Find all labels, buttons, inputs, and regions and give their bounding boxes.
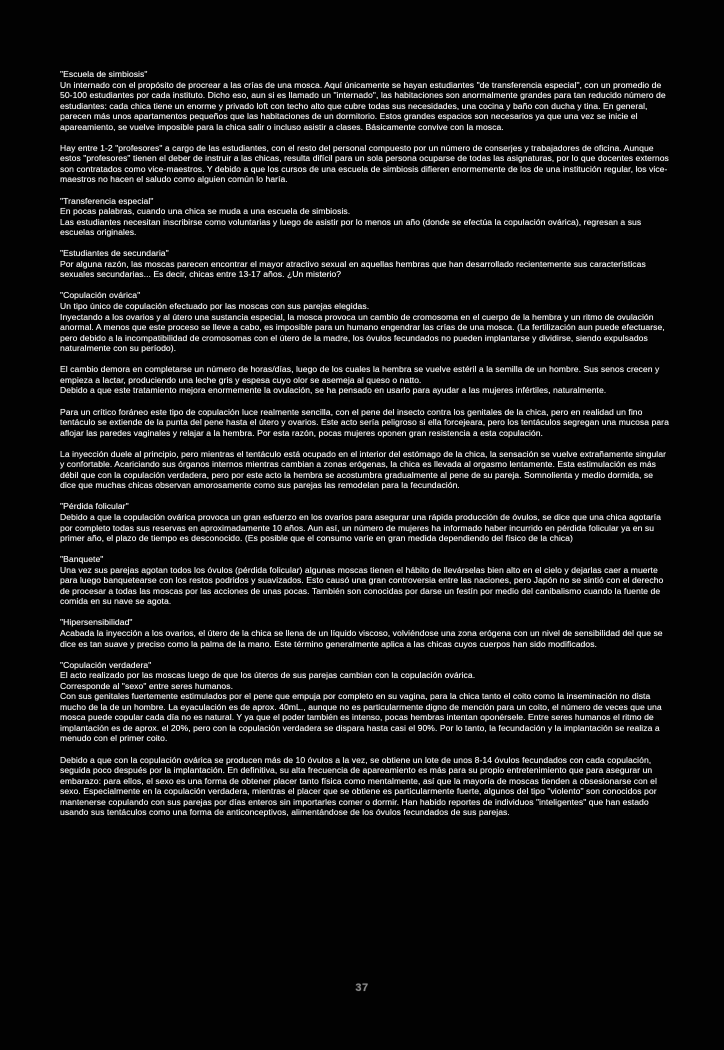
section-paragraph: El cambio demora en completarse un número de horas/días, luego de los cuales la hembra se vuelve estéril a la semilla de un hombre. Sus senos crecen y empieza a lactar, produciendo una leche gris y espesa cuyo olor se asemeja al queso o natto. bbox=[60, 364, 660, 385]
section-header: "Transferencia especial" bbox=[60, 195, 154, 206]
section-paragraph: Hay entre 1-2 "profesores" a cargo de las estudiantes, con el resto del personal compuesto por un número de conserjes y trabajadores de oficina. Aunque estos "profesores" tienen el deber de instruir a las chicas, resulta difícil para un sola persona ocuparse de todas las asignaturas, por lo que docentes externos son contratados como vice-maestros. Y debido a que los cursos de una escuela de simbiosis difieren enormemente de los de una institución regular, los vice-maestros no hacen el saludo como alguien común lo haría. bbox=[60, 142, 669, 185]
section-paragraph: Debido a que con la copulación ovárica se producen más de 10 óvulos a la vez, se obtiene un lote de unos 8-14 óvulos fecundados con cada copulación, seguida poco después por la implantación. En definitiva, su alta frecuencia de apareamiento es más para su propio entretenimiento que para asegurar un embarazo: para ellos, el sexo es una forma de obtener placer tanto física como mentalmente, así que la mayoría de moscas tienden a obsesionarse con el sexo. Especialmente en la copulación verdadera, mientras el placer que se obtiene es particularmente fuerte, algunos del tipo "violento" son conocidos por mantenerse copulando con sus parejas por días enteros sin importarles comer o dormir. Han habido reportes de individuos "inteligentes" que han estado usando sus tentáculos como una forma de anticonceptivos, alimentándose de los óvulos fecundados de sus parejas. bbox=[60, 754, 657, 818]
glossary-section bbox=[60, 69, 669, 132]
section-paragraph: Un internado con el propósito de procrear a las crías de una mosca. Aquí únicamente se hayan estudiantes "de transferencia especial", con un promedio de 50-100 estudiantes por cada instituto. Dicho eso, aun si es llamado un "internado", las habitaciones son anormalmente grandes para tan reducido número de estudiantes: cada chica tiene un enorme y privado loft con techo alto que cubre todas sus necesidades, una cocina y baño con ducha y tina. En general, parecen más unos apartamentos pequeños que las habitaciones de un dormitorio. Estos grandes espacios son necesarios ya que una vez se inicie el apareamiento, se vuelve imposible para la chica salir o incluso asistir a clases. Básicamente convive con la mosca. bbox=[60, 79, 666, 132]
section-paragraph: Debido a que este tratamiento mejora enormemente la ovulación, se ha pensado en usarlo para ayudar a las mujeres infértiles, naturalmente. bbox=[60, 385, 607, 396]
section-paragraph: Inyectando a los ovarios y al útero una sustancia especial, la mosca provoca un cambio de cromosoma en el cuerpo de la hembra y un ritmo de ovulación anormal. A menos que este proceso se lleve a cabo, es imposible para un humano engendrar las crías de una mosca. (La fertilización aun puede efectuarse, pero debido a la incompatibilidad de cromosomas con el útero de la madre, los óvulos fecundados no pueden implantarse y dividirse, siendo expulsados naturalmente con su período). bbox=[60, 311, 665, 354]
glossary-section bbox=[60, 407, 669, 439]
section-header: "Pérdida folicular" bbox=[60, 501, 129, 512]
section-paragraph: En pocas palabras, cuando una chica se muda a una escuela de simbiosis. bbox=[60, 206, 351, 217]
page-number: 37 bbox=[355, 982, 369, 994]
section-paragraph: Para un crítico foráneo este tipo de copulación luce realmente sencilla, con el pene del insecto contra los genitales de la chica, pero en realidad un fino tentáculo se extiende de la punta del pene hasta el útero y ovarios. Este acto sería peligroso si ella forcejeara, pero los tentáculos segregan una mucosa para aflojar las paredes vaginales y relajar a la hembra. Por esta razón, pocas mujeres oponen gran resistencia a esta copulación. bbox=[60, 406, 669, 438]
section-header: "Estudiantes de secundaria" bbox=[60, 248, 169, 259]
section-paragraph: Corresponde al "sexo" entre seres humanos. bbox=[60, 680, 234, 691]
section-paragraph: Un tipo único de copulación efectuado por las moscas con sus parejas elegidas. bbox=[60, 301, 370, 312]
section-header: "Escuela de simbiosis" bbox=[60, 69, 148, 79]
section-paragraph: Las estudiantes necesitan inscribirse como voluntarias y luego de asistir por lo menos un año (donde se efectúa la copulación ovárica), regresan a sus escuelas originales. bbox=[60, 216, 642, 238]
glossary-section bbox=[60, 617, 669, 649]
section-header: "Banquete" bbox=[60, 554, 104, 565]
section-paragraph: Debido a que la copulación ovárica provoca un gran esfuerzo en los ovarios para asegurar una rápida producción de óvulos, se dice que una chica agotaría por completo todas sus reservas en aproximadamente 10 años. Aun así, un número de mujeres ha informado haber incurrido en pérdida folicular ya en su primer año, el plazo de tiempo es desconocido. (Es posible que el consumo varíe en gran medida dependiendo del físico de la chica) bbox=[60, 511, 661, 544]
glossary-section bbox=[60, 755, 669, 818]
glossary-section bbox=[60, 248, 669, 280]
glossary-section bbox=[60, 290, 669, 353]
glossary-section bbox=[60, 501, 669, 543]
glossary-text-block bbox=[60, 69, 669, 828]
section-paragraph: Con sus genitales fuertemente estimulados por el pene que empuja por completo en su vagina, para la chica tanto el coito como la inseminación no dista mucho de la de un hombre. La eyaculación es de aprox. 40mL., aunque no es particularmente digno de mención para un coito, el número de veces que una mosca puede copular cada día no es natural. Y ya que el poder también es intenso, pocas hembras intentan oponérsele. Entre seres humanos el ritmo de implantación es de aprox. el 20%, pero con la copulación verdadera se dispara hasta casi el 90%. Por lo tanto, la fecundación y la implantación se realiza a menudo con el primer coito. bbox=[60, 691, 662, 744]
section-paragraph: Acabada la inyección a los ovarios, el útero de la chica se llena de un líquido viscoso, volviéndose una zona erógena con un nivel de sensibilidad del que se dice es tan suave y preciso como la palma de la mano. Este término generalmente aplica a las chicas cuyos cuerpos han sido modificados. bbox=[60, 627, 663, 649]
glossary-section bbox=[60, 554, 669, 607]
section-header: "Hipersensibilidad" bbox=[60, 617, 133, 628]
section-paragraph: Por alguna razón, las moscas parecen encontrar el mayor atractivo sexual en aquellas hembras que han desarrollado recientemente sus características sexuales secundarias... Es decir, chicas entre 13-17 años. ¿Un misterio? bbox=[60, 258, 646, 280]
section-paragraph: Una vez sus parejas agotan todos los óvulos (pérdida folicular) algunas moscas tienen el hábito de llevárselas bien alto en el cielo y dejarlas caer a muerte para luego banquetearse con los restos podridos y suavizados. Esto causó una gran controversia entre las naciones, pero Japón no se sintió con el derecho de procesar a todas las moscas por las acciones de unas pocas. También son conocidas por darse un festín por medio del canibalismo cuando la fuente de comida en su nave se agota. bbox=[60, 564, 664, 607]
section-header: "Copulación verdadera" bbox=[60, 659, 152, 670]
glossary-section bbox=[60, 143, 669, 185]
section-paragraph: La inyección duele al principio, pero mientras el tentáculo está ocupado en el interior del estómago de la chica, la sensación se vuelve extrañamente singular y confortable. Acariciando sus órganos internos mientras cambian a zonas erógenas, la chica es llevada al orgasmo lentamente. Esta estimulación es más débil que con la copulación verdadera, pero por este acto la hembra se acostumbra gradualmente al pene de su pareja. Somnolienta y medio dormida, se dice que muchas chicas observan amorosamente como sus parejas las remodelan para la fecundación. bbox=[60, 448, 666, 491]
glossary-section bbox=[60, 449, 669, 491]
section-header: "Copulación ovárica" bbox=[60, 290, 141, 301]
glossary-section bbox=[60, 196, 669, 238]
glossary-section bbox=[60, 660, 669, 744]
glossary-section bbox=[60, 364, 669, 396]
section-paragraph: El acto realizado por las moscas luego de que los úteros de sus parejas cambian con la copulación ovárica. bbox=[60, 670, 476, 681]
